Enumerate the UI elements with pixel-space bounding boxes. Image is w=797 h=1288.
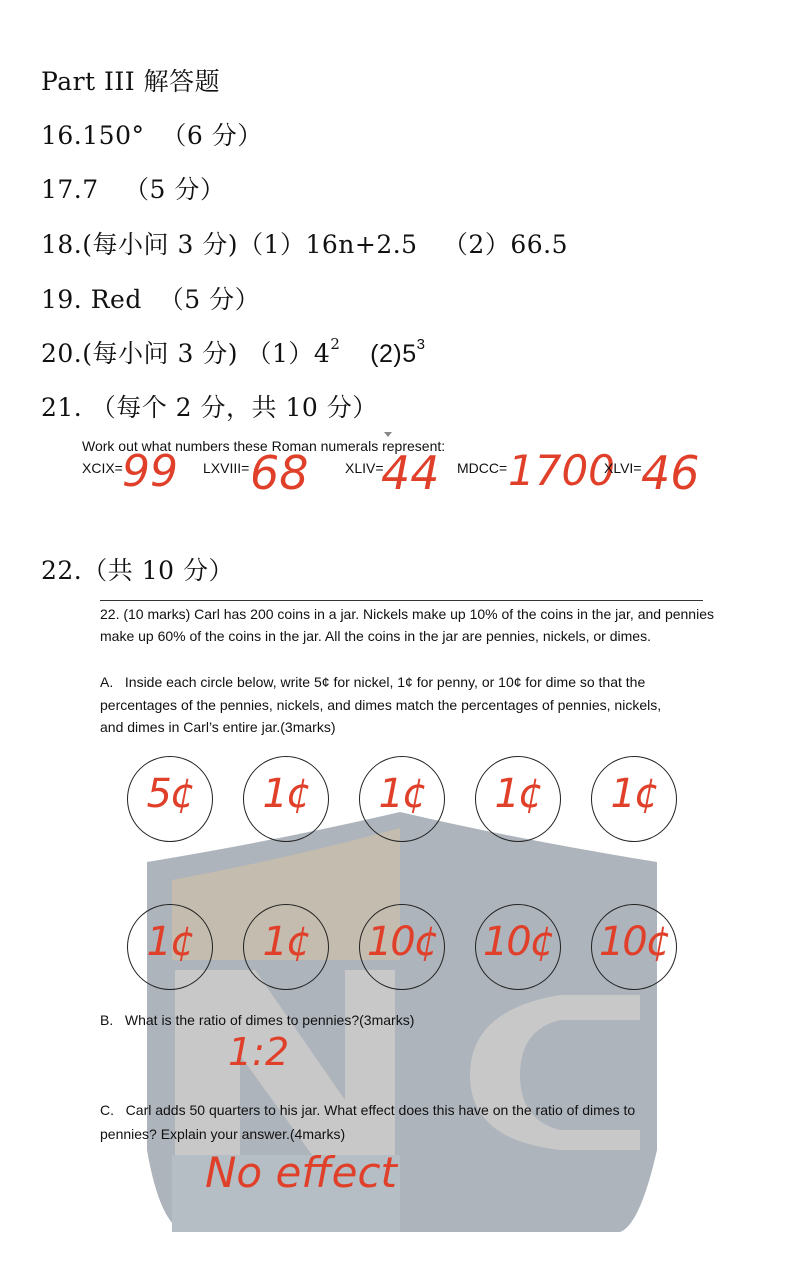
roman-answer-5: 46 [641,446,700,500]
part-b-answer: 1:2 [228,1030,290,1074]
roman-numeral-5: XLVI= [604,460,642,476]
coin-answer: 1¢ [262,771,310,817]
roman-numeral-2: LXVIII= [203,460,250,476]
roman-caret-mark [384,432,392,437]
coin-answer: 5¢ [146,771,194,817]
roman-answer-2: 68 [250,446,309,500]
coin-circle [243,904,329,990]
coin-answer: 1¢ [610,771,658,817]
coin-circle [475,756,561,842]
roman-answer-1: 99 [122,446,178,497]
coin-answer: 1¢ [494,771,542,817]
roman-numeral-1: XCIX= [82,460,123,476]
part-a-line-3: and dimes in Carl’s entire jar.(3marks) [100,719,336,735]
roman-answer-3: 44 [381,446,440,500]
answer-22-heading: 22.（共 10 分） [41,556,234,585]
coin-answer: 1¢ [262,919,310,965]
coin-circle [243,756,329,842]
coin-circle [127,756,213,842]
answer-20-exponent-2: 3 [416,335,426,353]
answer-20-text: 20.(每小问 3 分) （1）4 [41,339,331,368]
answer-20-part2: (2)5 [340,340,417,368]
answer-20 [41,334,425,370]
coin-circle [591,904,677,990]
part-c-line-1: C. Carl adds 50 quarters to his jar. What effect does this have on the ratio of dimes to [100,1102,636,1118]
coin-circle [475,904,561,990]
coin-circle [591,756,677,842]
section-heading: Part III 解答题 [41,67,221,96]
coin-answer: 10¢ [598,919,670,965]
answer-18: 18.(每小问 3 分)（1）16n+2.5 （2）66.5 [41,230,568,259]
part-c-line-2: pennies? Explain your answer.(4marks) [100,1126,346,1142]
answer-17: 17.7 （5 分） [41,175,226,204]
coin-circle [359,904,445,990]
roman-answer-4: 1700 [508,446,615,495]
answer-16: 16.150° （6 分） [41,121,263,150]
part-a-line-2: percentages of the pennies, nickels, and dimes match the percentages of pennies, nickels, [100,697,662,713]
answer-21: 21. （每个 2 分，共 10 分） [41,393,378,422]
problem-22-intro-line-2: make up 60% of the coins in the jar. All the coins in the jar are pennies, nickels, or dimes. [100,628,651,644]
coin-answer: 10¢ [366,919,438,965]
coin-circle [127,904,213,990]
problem-divider [100,600,703,601]
coin-answer: 1¢ [378,771,426,817]
roman-numeral-3: XLIV= [345,460,384,476]
coin-answer: 1¢ [146,919,194,965]
problem-22-intro-line-1: 22. (10 marks) Carl has 200 coins in a jar. Nickels make up 10% of the coins in the jar, and pennies [100,606,714,622]
coin-answer: 10¢ [482,919,554,965]
roman-prompt: Work out what numbers these Roman numerals represent: [82,438,446,454]
coin-circle [359,756,445,842]
part-b-question: B. What is the ratio of dimes to pennies?(3marks) [100,1012,415,1028]
answer-19: 19. Red （5 分） [41,285,261,314]
part-a-line-1: A. Inside each circle below, write 5¢ for nickel, 1¢ for penny, or 10¢ for dime so that the [100,674,646,690]
roman-numeral-4: MDCC= [457,460,508,476]
part-c-answer: No effect [205,1148,398,1197]
answer-20-exponent-1: 2 [330,334,341,353]
